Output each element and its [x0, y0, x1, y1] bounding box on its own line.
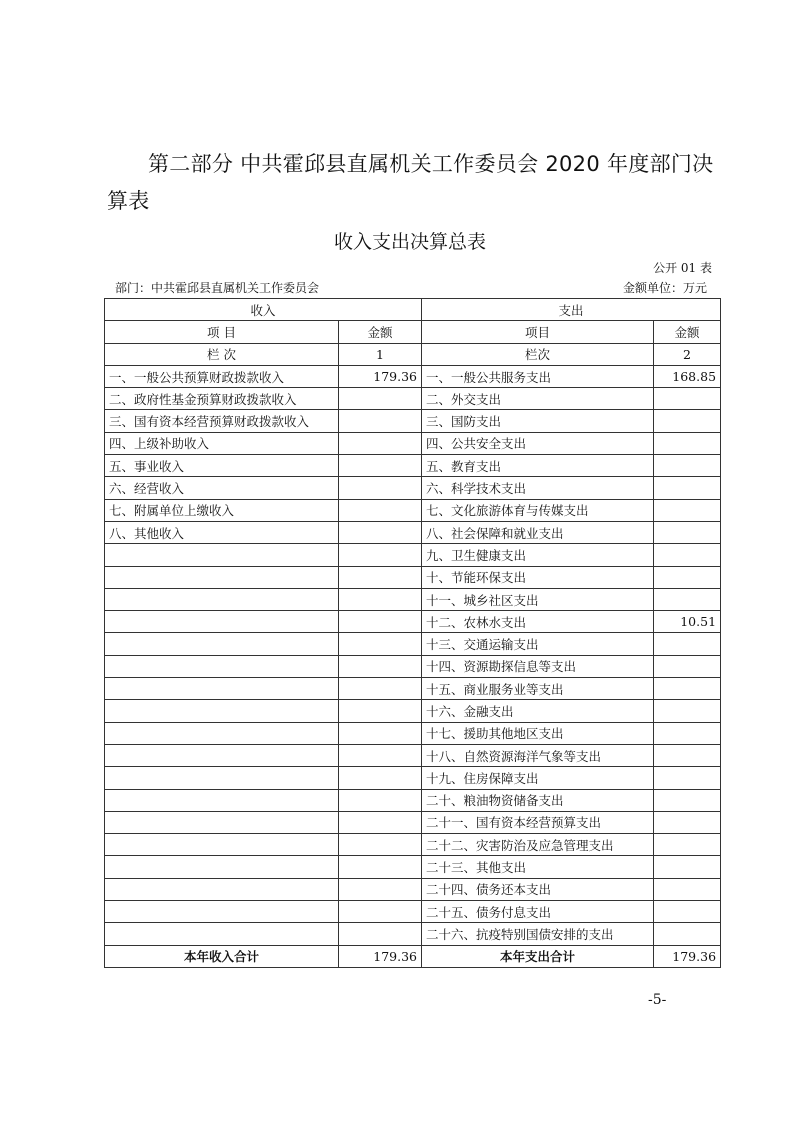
- expense-amount: [654, 700, 721, 722]
- expense-item: 十八、自然资源海洋气象等支出: [422, 744, 654, 766]
- expense-amount: [654, 499, 721, 521]
- expense-item: 十五、商业服务业等支出: [422, 678, 654, 700]
- table-title: 收入支出决算总表: [333, 231, 486, 253]
- income-amount: [339, 789, 422, 811]
- expense-item: 四、公共安全支出: [422, 432, 654, 454]
- expense-amount: [654, 455, 721, 477]
- income-item: [105, 811, 339, 833]
- expense-amount: [654, 901, 721, 923]
- income-amount: [339, 767, 422, 789]
- expense-amount: [654, 544, 721, 566]
- income-item: [105, 633, 339, 655]
- expense-amount: [654, 811, 721, 833]
- expense-amount: [654, 588, 721, 610]
- expense-amount: [654, 388, 721, 410]
- income-amount: [339, 544, 422, 566]
- income-amount: [339, 811, 422, 833]
- table-row: [105, 521, 721, 543]
- expense-amount: [654, 678, 721, 700]
- table-row: [105, 655, 721, 677]
- income-amount: [339, 477, 422, 499]
- income-column-number: 1: [339, 343, 422, 365]
- table-row: [105, 455, 721, 477]
- expense-item: 二十四、债务还本支出: [422, 878, 654, 900]
- expense-amount: [654, 789, 721, 811]
- income-amount: [339, 901, 422, 923]
- unit-label: 金额单位：万元: [622, 281, 707, 295]
- table-row: [105, 834, 721, 856]
- table-row: [105, 410, 721, 432]
- income-item: [105, 923, 339, 945]
- expense-item: 一、一般公共服务支出: [422, 365, 654, 387]
- income-amount: [339, 432, 422, 454]
- expense-item: 二十二、灾害防治及应急管理支出: [422, 834, 654, 856]
- expense-amount: [654, 923, 721, 945]
- expense-item: 十九、住房保障支出: [422, 767, 654, 789]
- expense-item: 十二、农林水支出: [422, 611, 654, 633]
- income-total-label: 本年收入合计: [105, 945, 339, 967]
- income-amount: [339, 722, 422, 744]
- table-row: [105, 365, 721, 387]
- income-item: [105, 588, 339, 610]
- income-amount: [339, 678, 422, 700]
- income-amount: [339, 388, 422, 410]
- expense-column-label: 栏次: [422, 343, 654, 365]
- expense-item: 十一、城乡社区支出: [422, 588, 654, 610]
- expense-amount: [654, 477, 721, 499]
- document-heading: 第二部分 中共霍邱县直属机关工作委员会 2020 年度部门决算表: [107, 152, 714, 213]
- income-item: 一、一般公共预算财政拨款收入: [105, 365, 339, 387]
- income-item: [105, 878, 339, 900]
- table-row: [105, 432, 721, 454]
- income-amount: [339, 588, 422, 610]
- income-total-amount: 179.36: [339, 945, 422, 967]
- income-item: 二、政府性基金预算财政拨款收入: [105, 388, 339, 410]
- section-header-row: [105, 299, 721, 321]
- table-row: [105, 566, 721, 588]
- table-row: [105, 744, 721, 766]
- expense-item: 二十、粮油物资储备支出: [422, 789, 654, 811]
- income-item: [105, 834, 339, 856]
- income-amount: [339, 410, 422, 432]
- table-row: [105, 477, 721, 499]
- expense-item: 二十六、抗疫特别国债安排的支出: [422, 923, 654, 945]
- expense-total-amount: 179.36: [654, 945, 721, 967]
- expense-item: 十、节能环保支出: [422, 566, 654, 588]
- expense-item: 十七、援助其他地区支出: [422, 722, 654, 744]
- income-section-header: 收入: [105, 299, 422, 321]
- expense-amount: [654, 655, 721, 677]
- income-amount: 179.36: [339, 365, 422, 387]
- expense-item: 十四、资源勘探信息等支出: [422, 655, 654, 677]
- income-item: [105, 722, 339, 744]
- expense-amount: 10.51: [654, 611, 721, 633]
- expense-amount: [654, 767, 721, 789]
- expense-amount: 168.85: [654, 365, 721, 387]
- expense-amount: [654, 744, 721, 766]
- income-amount: [339, 521, 422, 543]
- income-amount: [339, 856, 422, 878]
- income-amount-header: 金额: [339, 321, 422, 343]
- expense-item: 十六、金融支出: [422, 700, 654, 722]
- income-item: 三、国有资本经营预算财政拨款收入: [105, 410, 339, 432]
- table-row: [105, 811, 721, 833]
- income-amount: [339, 834, 422, 856]
- income-amount: [339, 655, 422, 677]
- income-item: [105, 678, 339, 700]
- income-item: [105, 566, 339, 588]
- expense-amount: [654, 856, 721, 878]
- expense-amount: [654, 722, 721, 744]
- table-row: [105, 388, 721, 410]
- income-amount: [339, 455, 422, 477]
- income-amount: [339, 566, 422, 588]
- table-row: [105, 767, 721, 789]
- income-item: [105, 767, 339, 789]
- expense-item: 二、外交支出: [422, 388, 654, 410]
- expense-amount: [654, 410, 721, 432]
- table-row: [105, 588, 721, 610]
- income-expense-table: [104, 298, 721, 968]
- total-row: [105, 945, 721, 967]
- expense-item: 二十三、其他支出: [422, 856, 654, 878]
- table-row: [105, 700, 721, 722]
- expense-amount: [654, 566, 721, 588]
- table-row: [105, 878, 721, 900]
- expense-total-label: 本年支出合计: [422, 945, 654, 967]
- expense-item: 三、国防支出: [422, 410, 654, 432]
- expense-amount: [654, 878, 721, 900]
- table-row: [105, 901, 721, 923]
- table-row: [105, 499, 721, 521]
- expense-item: 七、文化旅游体育与传媒支出: [422, 499, 654, 521]
- expense-amount-header: 金额: [654, 321, 721, 343]
- income-amount: [339, 744, 422, 766]
- expense-item: 六、科学技术支出: [422, 477, 654, 499]
- expense-amount: [654, 633, 721, 655]
- income-item: [105, 611, 339, 633]
- income-item: 六、经营收入: [105, 477, 339, 499]
- expense-amount: [654, 521, 721, 543]
- expense-item: 九、卫生健康支出: [422, 544, 654, 566]
- table-row: [105, 722, 721, 744]
- income-item: [105, 544, 339, 566]
- income-item: [105, 655, 339, 677]
- income-amount: [339, 633, 422, 655]
- column-number-row: [105, 343, 721, 365]
- income-item: [105, 856, 339, 878]
- column-header-row: [105, 321, 721, 343]
- expense-item: 五、教育支出: [422, 455, 654, 477]
- income-item: 四、上级补助收入: [105, 432, 339, 454]
- table-row: [105, 611, 721, 633]
- income-item-header: 项 目: [105, 321, 339, 343]
- expense-column-number: 2: [654, 343, 721, 365]
- income-item: [105, 789, 339, 811]
- expense-item: 二十五、债务付息支出: [422, 901, 654, 923]
- income-amount: [339, 878, 422, 900]
- income-amount: [339, 611, 422, 633]
- table-row: [105, 789, 721, 811]
- expense-section-header: 支出: [422, 299, 721, 321]
- income-item: [105, 700, 339, 722]
- table-number: 公开 01 表: [653, 261, 712, 275]
- income-item: 七、附属单位上缴收入: [105, 499, 339, 521]
- income-item: 五、事业收入: [105, 455, 339, 477]
- income-amount: [339, 499, 422, 521]
- expense-amount: [654, 834, 721, 856]
- income-item: 八、其他收入: [105, 521, 339, 543]
- table-row: [105, 678, 721, 700]
- income-column-label: 栏 次: [105, 343, 339, 365]
- income-item: [105, 744, 339, 766]
- table-row: [105, 856, 721, 878]
- department-label: 部门：中共霍邱县直属机关工作委员会: [115, 281, 320, 295]
- expense-item: 十三、交通运输支出: [422, 633, 654, 655]
- expense-item: 二十一、国有资本经营预算支出: [422, 811, 654, 833]
- table-row: [105, 633, 721, 655]
- income-amount: [339, 700, 422, 722]
- page-number: -5-: [648, 992, 667, 1008]
- table-row: [105, 923, 721, 945]
- income-amount: [339, 923, 422, 945]
- income-item: [105, 901, 339, 923]
- expense-item-header: 项目: [422, 321, 654, 343]
- expense-item: 八、社会保障和就业支出: [422, 521, 654, 543]
- expense-amount: [654, 432, 721, 454]
- table-row: [105, 544, 721, 566]
